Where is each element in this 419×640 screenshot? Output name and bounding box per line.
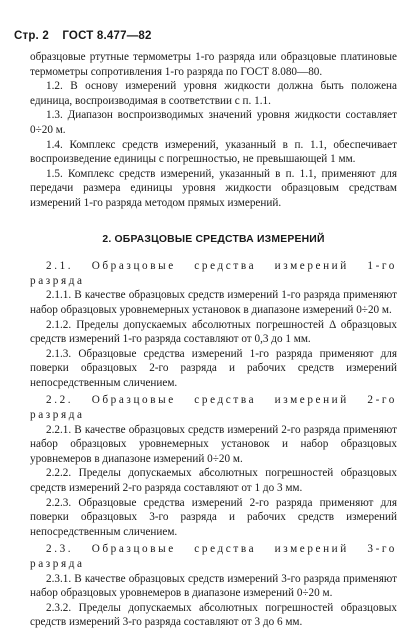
paragraph-2-3-1: 2.3.1. В качестве образцовых средств измерений 3-го разряда применяют набор образцовых уровнемеров в диапазоне измерений 0÷20 м. bbox=[30, 572, 397, 600]
paragraph-2-2-3: 2.2.3. Образцовые средства измерений 2-го разряда применяют для поверки образцовых 3-го разряда и рабочих средств измерений непосредственным сличением. bbox=[30, 496, 397, 538]
paragraph-2-1-1: 2.1.1. В качестве образцовых средств измерений 1-го разряда применяют набор образцовых уровнемерных установок в диапазоне измерений 0÷20 м. bbox=[30, 289, 397, 316]
document-body bbox=[30, 50, 397, 630]
paragraph-2-3-2: 2.3.2. Пределы допускаемых абсолютных погрешностей образцовых средств измерений 3-го разряда составляют от 3 до 6 мм. bbox=[30, 601, 397, 629]
standard-code: ГОСТ 8.477—82 bbox=[62, 30, 152, 42]
paragraph-2-2-1: 2.2.1. В качестве образцовых средств измерений 2-го разряда применяют набор образцовых уровнемерных установок и набор образцовых уровнемеров в диапазоне измерений 0÷20 м. bbox=[30, 423, 397, 465]
subsection-heading-2-3: 2.3. Образцовые средства измерений 3-го разряда bbox=[30, 543, 397, 570]
page-number: Стр. 2 bbox=[14, 30, 49, 42]
paragraph-2-1-3: 2.1.3. Образцовые средства измерений 1-го разряда применяют для поверки образцовых 2-го разряда и рабочих средств измерений непосредственным сличением. bbox=[30, 347, 397, 389]
paragraph-1-4: 1.4. Комплекс средств измерений, указанный в п. 1.1, обеспечивает воспроизведение единицы с погрешностью, не превышающей 1 мм. bbox=[30, 138, 397, 166]
page-header bbox=[14, 30, 152, 42]
paragraph-1-5: 1.5. Комплекс средств измерений, указанный в п. 1.1, применяют для передачи размера единицы уровня жидкости образцовым средствам измерений 1-го разряда методом прямых измерений. bbox=[30, 167, 397, 209]
paragraph-1-2: 1.2. В основу измерений уровня жидкости должна быть положена единица, воспроизводимая в соответствии с п. 1.1. bbox=[30, 80, 397, 107]
paragraph-2-2-2: 2.2.2. Пределы допускаемых абсолютных погрешностей образцовых средств измерений 2-го разряда составляют от 1 до 3 мм. bbox=[30, 467, 397, 495]
paragraph-2-1-2: 2.1.2. Пределы допускаемых абсолютных погрешностей Δ образцовых средств измерений 1-го разряда составляют от 0,3 до 1 мм. bbox=[30, 318, 397, 346]
paragraph-1-3: 1.3. Диапазон воспроизводимых значений уровня жидкости составляет 0÷20 м. bbox=[30, 109, 397, 136]
paragraph-1-1-continued: образцовые ртутные термометры 1-го разряда или образцовые платиновые термометры сопротивления 1-го разряда по ГОСТ 8.080—80. bbox=[30, 51, 397, 78]
subsection-heading-2-2: 2.2. Образцовые средства измерений 2-го разряда bbox=[30, 394, 397, 422]
section-title: 2. ОБРАЗЦОВЫЕ СРЕДСТВА ИЗМЕРЕНИЙ bbox=[102, 233, 325, 245]
subsection-heading-2-1: 2.1. Образцовые средства измерений 1-го разряда bbox=[30, 260, 397, 287]
